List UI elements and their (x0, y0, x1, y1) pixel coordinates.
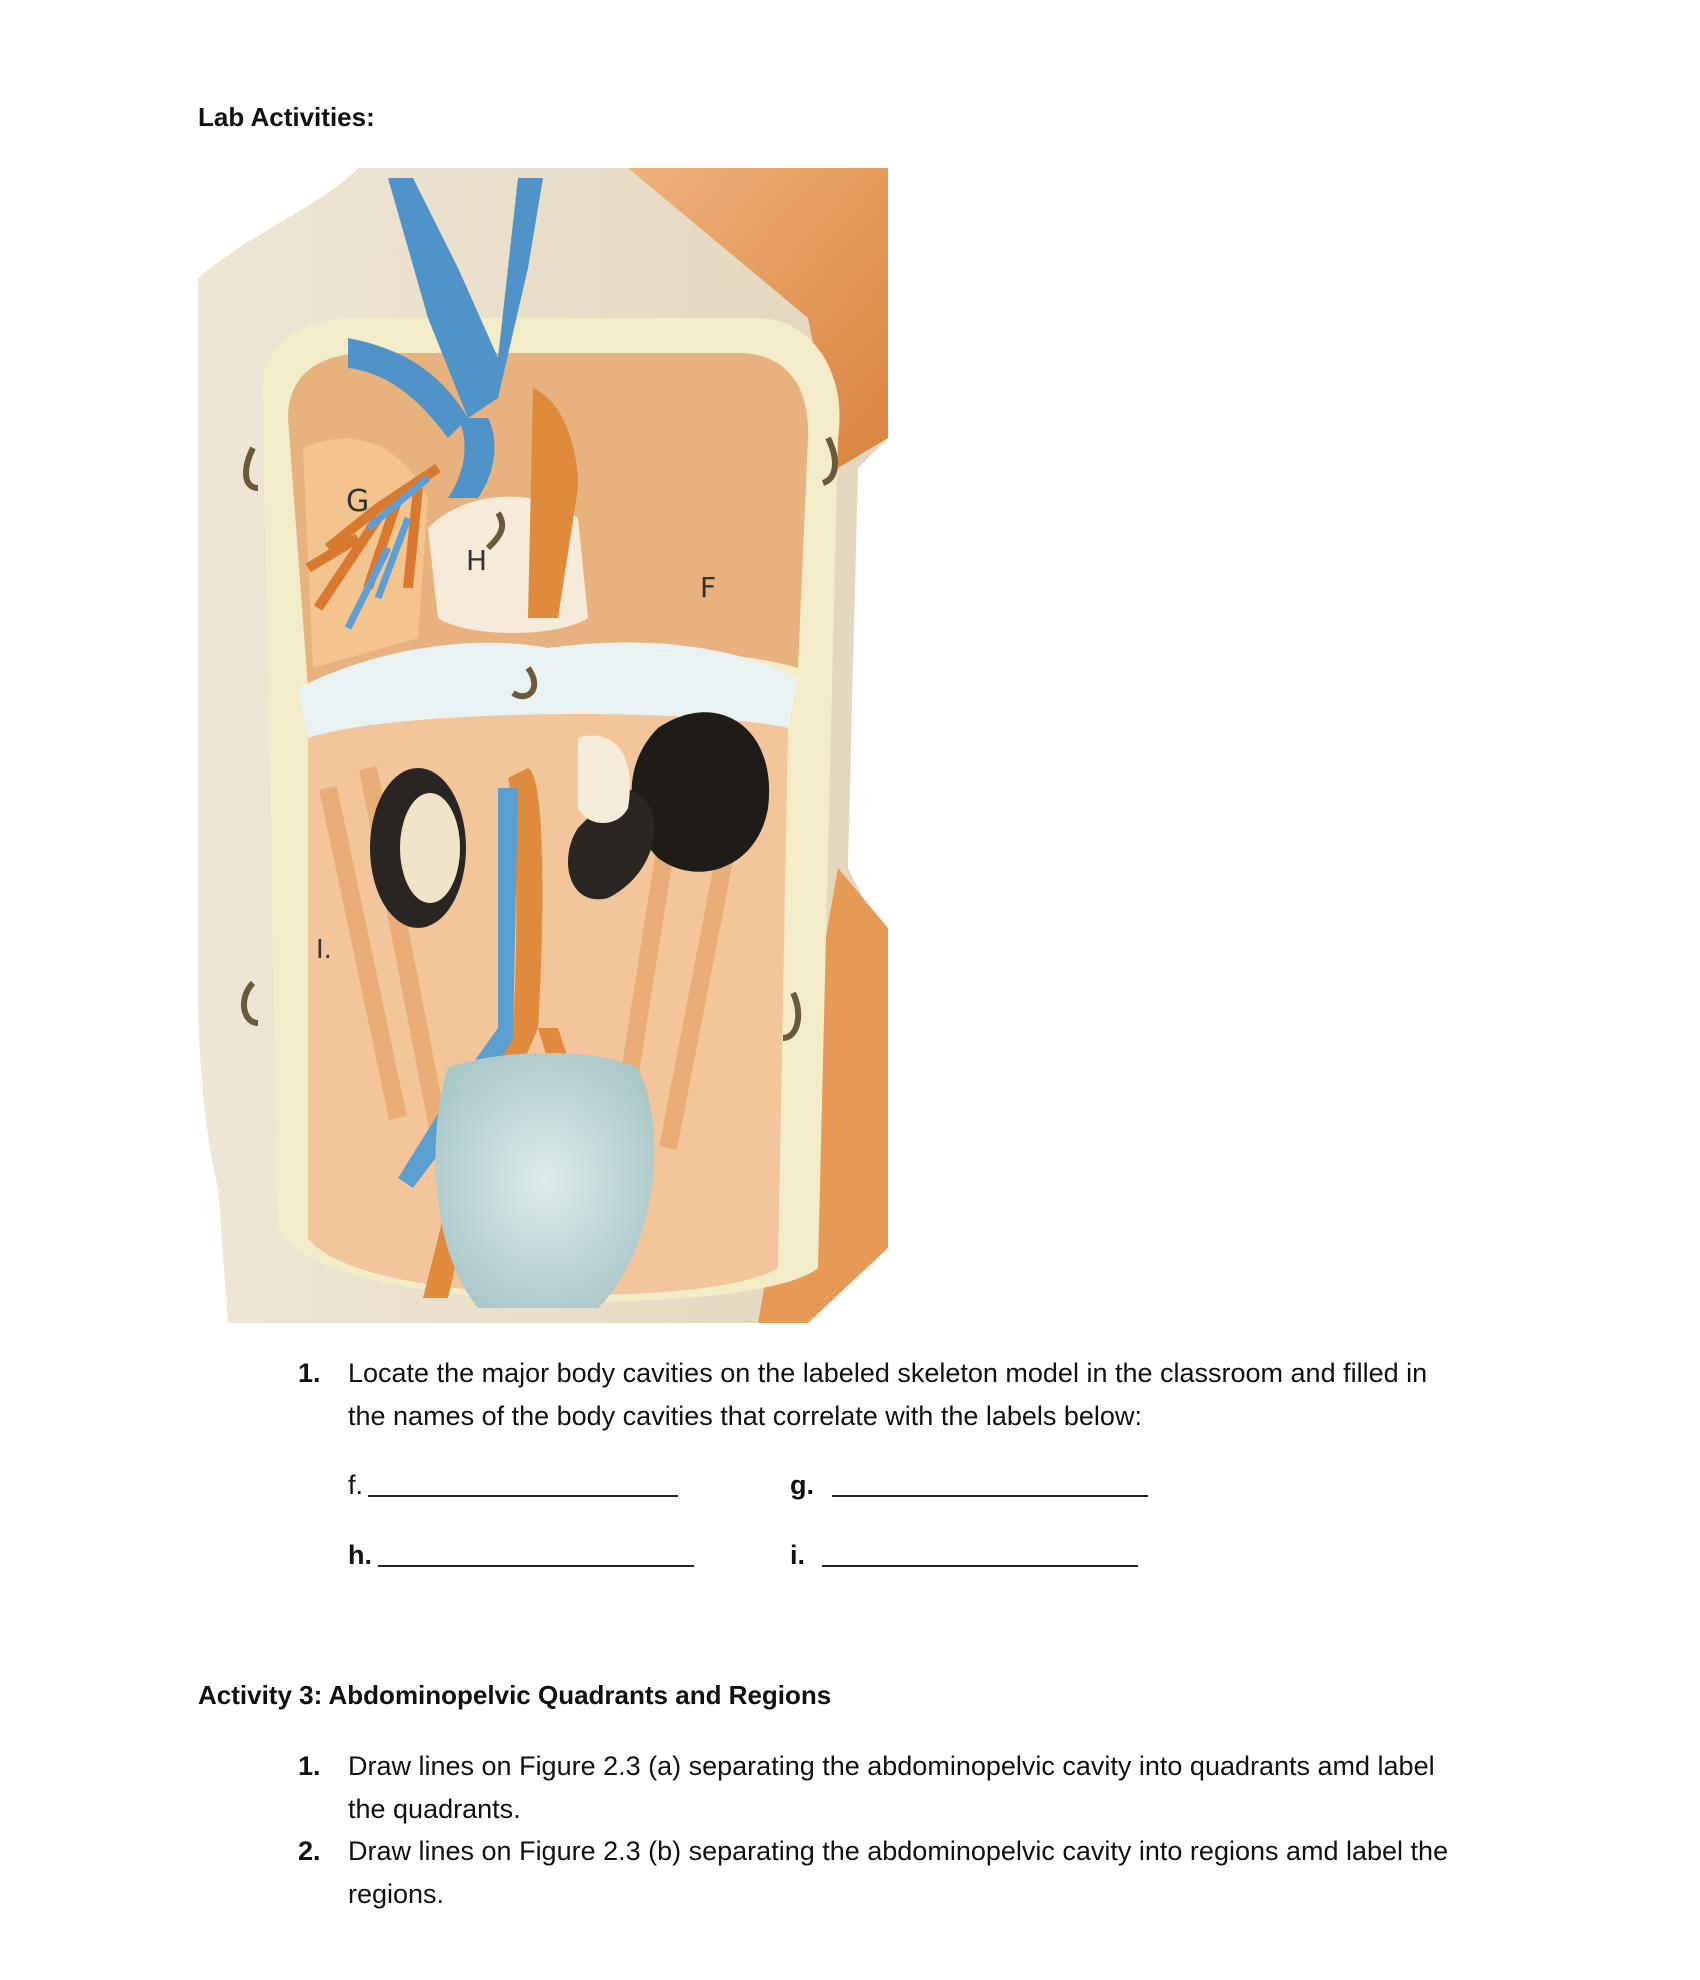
blank-h-input[interactable] (378, 1563, 694, 1567)
question-text-line-2: the quadrants. (348, 1794, 521, 1824)
blank-f-input[interactable] (368, 1493, 678, 1497)
activity-3-heading: Activity 3: Abdominopelvic Quadrants and Regions (198, 1680, 832, 1710)
question-number: 1. (298, 1358, 321, 1388)
blank-i-input[interactable] (822, 1563, 1138, 1567)
question-text-line-1: Draw lines on Figure 2.3 (b) separating the abdominopelvic cavity into regions amd label the (348, 1836, 1449, 1866)
activity-3-question-1 (298, 1745, 1548, 1835)
question-number: 1. (298, 1751, 321, 1781)
label-i: I. (316, 935, 332, 965)
blank-f-label: f. (348, 1470, 364, 1500)
question-text-line-1: Locate the major body cavities on the labeled skeleton model in the classroom and filled in (348, 1358, 1428, 1388)
blank-g-label: g. (790, 1470, 814, 1500)
lab-activities-heading: Lab Activities: (198, 102, 375, 132)
activity-3-question-2 (298, 1830, 1548, 1920)
question-number: 2. (298, 1836, 321, 1866)
torso-model-figure (198, 168, 888, 1323)
label-g: G (346, 484, 370, 519)
label-f: F (700, 571, 717, 604)
blank-h-label: h. (348, 1540, 372, 1570)
question-text-line-2: the names of the body cavities that correlate with the labels below: (348, 1401, 1142, 1431)
question-text (348, 1745, 1528, 1831)
question-text (348, 1352, 1528, 1438)
question-1-cavities (298, 1352, 1548, 1442)
question-text-line-2: regions. (348, 1879, 445, 1909)
label-h: H (466, 544, 488, 577)
blank-i-label: i. (790, 1540, 806, 1570)
question-text (348, 1830, 1528, 1916)
question-text-line-1: Draw lines on Figure 2.3 (a) separating the abdominopelvic cavity into quadrants amd label (348, 1751, 1435, 1781)
blank-g-input[interactable] (832, 1493, 1148, 1497)
